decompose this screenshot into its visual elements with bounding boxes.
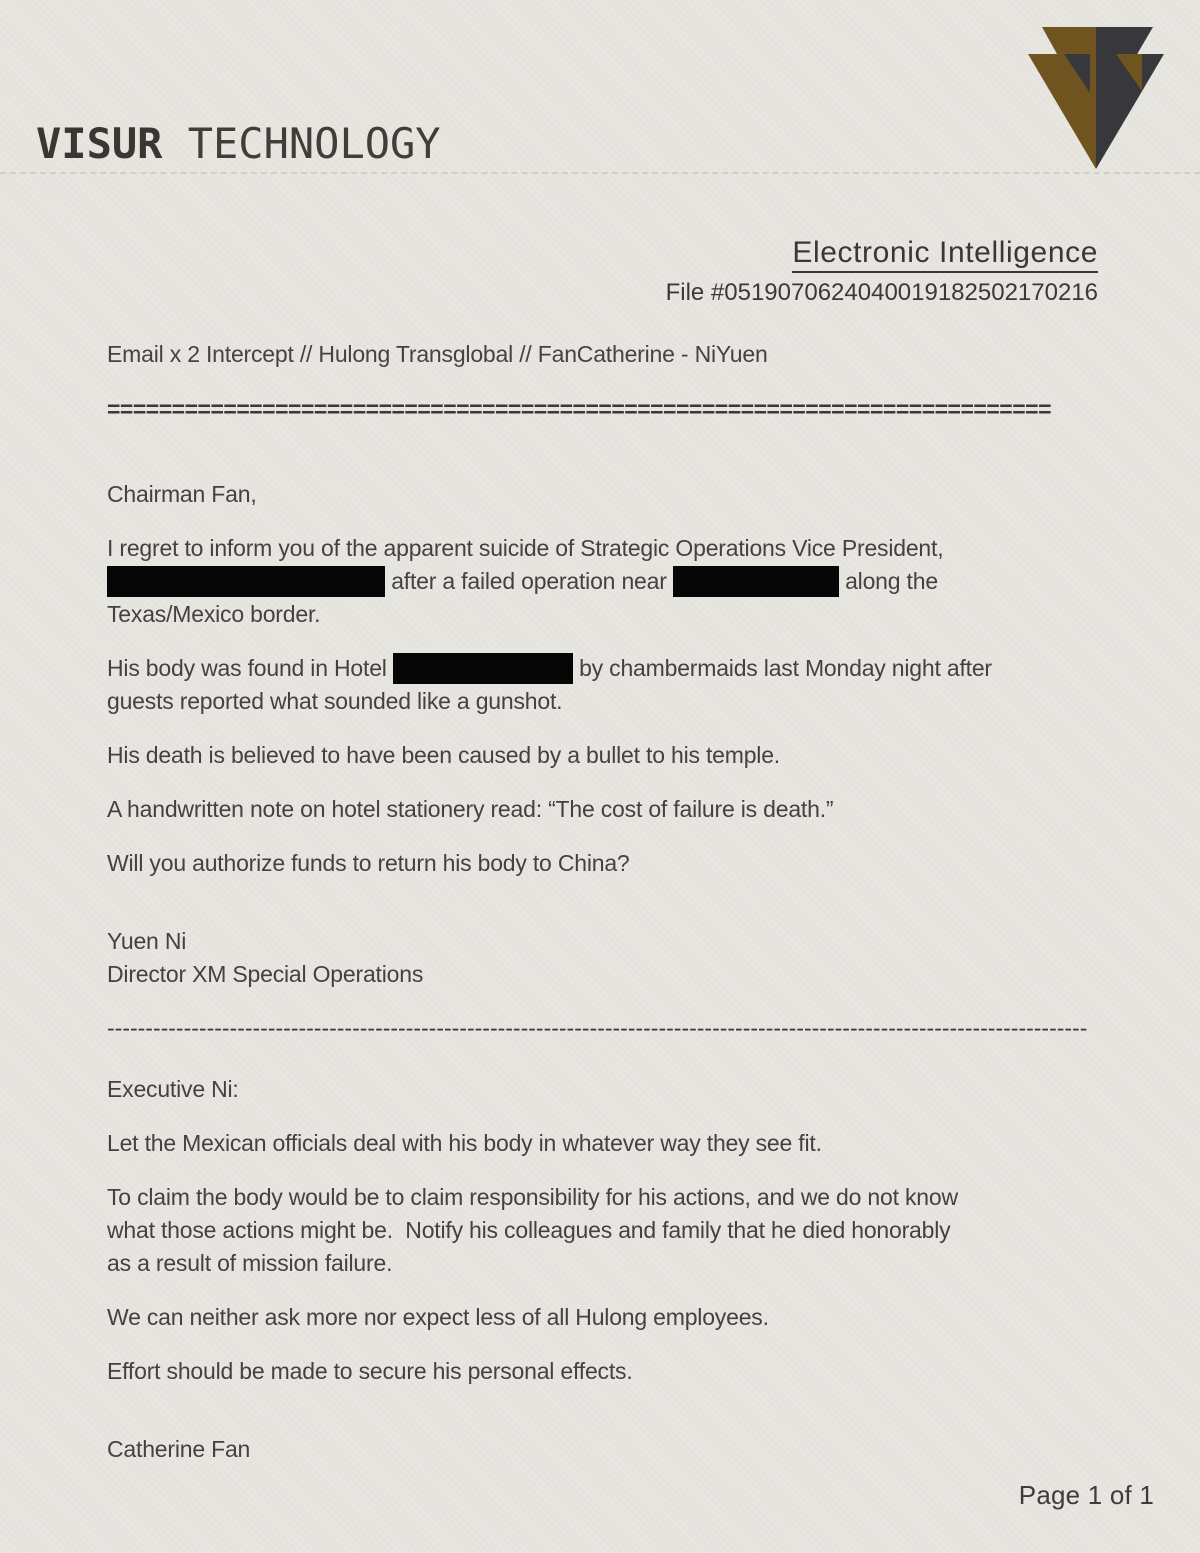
text-line <box>107 652 1100 685</box>
letterhead-torn-edge <box>0 172 1200 174</box>
intel-header <box>666 236 1098 307</box>
text-line <box>107 958 1100 991</box>
text-line <box>107 1355 1100 1388</box>
paragraph <box>107 652 1100 718</box>
text-line <box>107 565 1100 598</box>
text-segment: after a failed operation near <box>385 568 673 594</box>
text-line <box>107 1247 1100 1280</box>
email-intercept-1 <box>107 478 1100 991</box>
text-segment: His death is believed to have been caused by a bullet to his temple. <box>107 742 780 768</box>
redaction-bar <box>673 566 839 597</box>
paragraph <box>107 1433 1100 1466</box>
text-segment: what those actions might be. Notify his colleagues and family that he died honorably <box>107 1217 951 1243</box>
text-segment: by chambermaids last Monday night after <box>572 655 992 681</box>
text-segment: His body was found in Hotel <box>107 655 393 681</box>
paragraph <box>107 1127 1100 1160</box>
text-line <box>107 793 1100 826</box>
text-segment: Texas/Mexico border. <box>107 601 321 627</box>
dashed-rule: -------------------------------------------------------------------------------------------------------------------------------- <box>107 1015 1088 1041</box>
text-segment: We can neither ask more nor expect less of all Hulong employees. <box>107 1304 769 1330</box>
page-number: Page 1 of 1 <box>1018 1480 1154 1510</box>
paragraph <box>107 478 1100 511</box>
text-segment: I regret to inform you of the apparent suicide of Strategic Operations Vice President, <box>107 535 944 561</box>
paragraph <box>107 1355 1100 1388</box>
doc-type-title: Electronic Intelligence <box>792 236 1098 273</box>
text-segment: Catherine Fan <box>107 1436 251 1462</box>
text-segment: A handwritten note on hotel stationery read: “The cost of failure is death.” <box>107 796 834 822</box>
redaction-bar <box>107 566 385 597</box>
redaction-bar <box>393 653 573 684</box>
text-line <box>107 598 1100 631</box>
text-line <box>107 532 1100 565</box>
text-line <box>107 847 1100 880</box>
brand-name-light: TECHNOLOGY <box>162 119 441 168</box>
text-line <box>107 739 1100 772</box>
text-segment: Executive Ni: <box>107 1076 239 1102</box>
text-line <box>107 685 1100 718</box>
file-number: File #0519070624040019182502170216 <box>665 279 1098 306</box>
text-segment: as a result of mission failure. <box>107 1250 393 1276</box>
paragraph <box>107 793 1100 826</box>
paragraph <box>107 1073 1100 1106</box>
paragraph <box>107 532 1100 631</box>
text-segment: Chairman Fan, <box>107 481 257 507</box>
text-segment: guests reported what sounded like a gunshot. <box>107 688 563 714</box>
text-segment: To claim the body would be to claim responsibility for his actions, and we do not know <box>107 1184 958 1210</box>
text-line <box>107 1433 1100 1466</box>
text-line <box>107 1181 1100 1214</box>
paragraph <box>107 739 1100 772</box>
text-line <box>107 1214 1100 1247</box>
double-rule: ========================================================================= <box>107 396 1052 422</box>
text-segment: along the <box>838 568 938 594</box>
paragraph <box>107 925 1100 991</box>
text-segment: Yuen Ni <box>107 928 187 954</box>
text-segment: Let the Mexican officials deal with his body in whatever way they see fit. <box>107 1130 822 1156</box>
subject-line: Email x 2 Intercept // Hulong Transglobal // FanCatherine - NiYuen <box>107 341 768 367</box>
text-line <box>107 1301 1100 1334</box>
text-segment: Effort should be made to secure his personal effects. <box>107 1358 633 1384</box>
brand-wordmark <box>36 118 441 170</box>
text-line <box>107 1073 1100 1106</box>
document-body <box>107 338 1100 1466</box>
email-intercept-2 <box>107 1073 1100 1466</box>
text-line <box>107 1127 1100 1160</box>
paragraph <box>107 1181 1100 1280</box>
paragraph <box>107 1301 1100 1334</box>
text-line <box>107 478 1100 511</box>
text-segment: Director XM Special Operations <box>107 961 424 987</box>
text-line <box>107 925 1100 958</box>
visur-double-triangle-icon <box>1028 26 1164 170</box>
paragraph <box>107 847 1100 880</box>
brand-name-bold: VISUR <box>36 119 163 168</box>
text-segment: Will you authorize funds to return his body to China? <box>107 850 630 876</box>
